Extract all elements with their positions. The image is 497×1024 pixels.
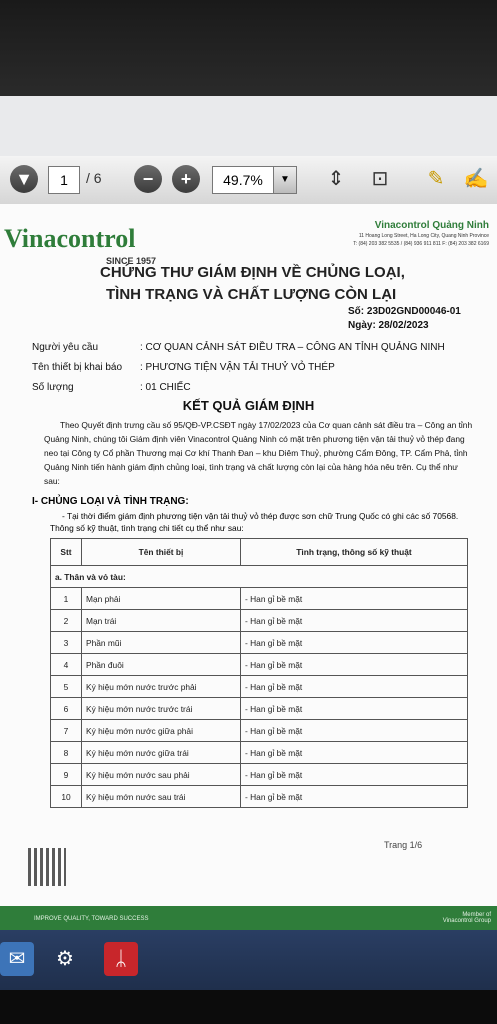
qr-code-icon (28, 848, 66, 886)
row-index: 9 (51, 764, 82, 786)
doc-date: Ngày: 28/02/2023 (348, 320, 429, 331)
document-page (0, 204, 497, 946)
table-row (51, 698, 468, 720)
row-item: Mạn phải (82, 588, 241, 610)
sign-icon[interactable]: ✍ (463, 168, 489, 190)
table-row (51, 632, 468, 654)
next-page-button[interactable]: ▼ (10, 165, 38, 193)
info-value: : 01 CHIẾC (140, 382, 191, 393)
row-status: - Han gỉ bề mặt (241, 720, 468, 742)
logo-since: SINCE 1957 (106, 256, 157, 266)
row-index: 8 (51, 742, 82, 764)
doc-title-line1: CHỨNG THƯ GIÁM ĐỊNH VỀ CHỦNG LOẠI, (100, 264, 405, 281)
info-label: Tên thiết bị khai báo (32, 362, 123, 373)
result-title: KẾT QUẢ GIÁM ĐỊNH (182, 398, 315, 413)
section1-text: - Tại thời điểm giám định phương tiện vận tải thuỷ vỏ thép được sơn chữ Trung Quốc có ghi các số 70568. Thông số kỹ thuật, tình trạng chi tiết cụ thể như sau: (50, 511, 459, 533)
table-row (51, 676, 468, 698)
row-index: 10 (51, 786, 82, 808)
zoom-dropdown-icon[interactable]: ▼ (273, 166, 297, 194)
row-index: 7 (51, 720, 82, 742)
row-item: Ký hiệu mớn nước trước trái (82, 698, 241, 720)
table-row (51, 588, 468, 610)
footer-slogan: IMPROVE QUALITY, TOWARD SUCCESS (34, 916, 149, 922)
page-total: / 6 (86, 170, 102, 186)
zoom-level-input[interactable]: 49.7% (212, 166, 274, 194)
row-status: - Han gỉ bề mặt (241, 588, 468, 610)
row-status: - Han gỉ bề mặt (241, 610, 468, 632)
settings-gear-icon[interactable]: ⚙ (56, 948, 74, 970)
table-header-row (51, 539, 468, 566)
table-row (51, 610, 468, 632)
row-status: - Han gỉ bề mặt (241, 632, 468, 654)
row-index: 5 (51, 676, 82, 698)
member-line1: Member of (462, 912, 491, 918)
taskbar (0, 930, 497, 990)
info-value: : CƠ QUAN CẢNH SÁT ĐIỀU TRA – CÔNG AN TỈNH QUẢNG NINH (140, 342, 445, 353)
info-row (32, 382, 191, 393)
footer-member (443, 912, 491, 924)
info-label: Số lượng (32, 382, 74, 393)
row-item: Ký hiệu mớn nước giữa phải (82, 720, 241, 742)
row-item: Ký hiệu mớn nước sau trái (82, 786, 241, 808)
vinacontrol-logo: Vinacontrol (4, 224, 136, 253)
intro-paragraph: Theo Quyết định trưng cầu số 95/QĐ-VP.CSĐT ngày 17/02/2023 của Cơ quan cảnh sát điều tra – Công an tỉnh Quảng Ninh, chúng tôi Giám định viên Vinacontrol Quảng Ninh có mặt trên phương tiện vận tải thuỷ vỏ thép đang neo tại Công ty Cổ phần Thương mại Cơ khí Thanh Đan – khu Diêm Thuỷ, phường Cẩm Đông, TP. Cẩm Phả, tỉnh Quảng Ninh tiến hành giám định chủng loại, tình trạng và chất lượng còn lại của hàng hóa nêu trên. Cụ thể như sau: (44, 420, 473, 486)
table-header: Stt (51, 539, 82, 566)
table-row (51, 654, 468, 676)
company-name: Vinacontrol Quảng Ninh (374, 220, 489, 231)
zoom-out-button[interactable]: − (134, 165, 162, 193)
pdf-reader-icon[interactable]: ᛦ (104, 942, 138, 976)
row-index: 4 (51, 654, 82, 676)
zoom-in-button[interactable]: + (172, 165, 200, 193)
table-group-label: a. Thân và vỏ tàu: (51, 566, 468, 588)
table-row (51, 720, 468, 742)
screen (0, 96, 497, 946)
row-status: - Han gỉ bề mặt (241, 742, 468, 764)
row-status: - Han gỉ bề mặt (241, 676, 468, 698)
company-address: 11 Hoang Long Street, Ha Long City, Quang Ninh Province (358, 233, 489, 239)
info-row (32, 362, 335, 373)
info-label: Người yêu cầu (32, 342, 99, 353)
doc-number: Số: 23D02GND00046-01 (348, 306, 461, 317)
table-group-row (51, 566, 468, 588)
fit-width-icon[interactable]: ⊡ (371, 168, 389, 190)
pdf-toolbar (0, 156, 497, 205)
row-item: Ký hiệu mớn nước sau phải (82, 764, 241, 786)
mail-icon[interactable]: ✉ (0, 942, 34, 976)
row-status: - Han gỉ bề mặt (241, 698, 468, 720)
info-row (32, 342, 445, 353)
row-item: Phần đuôi (82, 654, 241, 676)
table-header: Tên thiết bị (82, 539, 241, 566)
row-index: 1 (51, 588, 82, 610)
table-row (51, 764, 468, 786)
row-index: 2 (51, 610, 82, 632)
row-index: 3 (51, 632, 82, 654)
monitor-bottom-bezel (0, 990, 497, 1024)
page-label: Trang 1/6 (384, 840, 423, 850)
row-status: - Han gỉ bề mặt (241, 654, 468, 676)
row-item: Ký hiệu mớn nước trước phải (82, 676, 241, 698)
row-status: - Han gỉ bề mặt (241, 786, 468, 808)
comment-icon[interactable]: ✎ (427, 168, 445, 190)
fit-page-icon[interactable]: ⇕ (327, 168, 345, 190)
row-item: Phần mũi (82, 632, 241, 654)
row-status: - Han gỉ bề mặt (241, 764, 468, 786)
company-header (353, 220, 489, 247)
row-item: Mạn trái (82, 610, 241, 632)
row-index: 6 (51, 698, 82, 720)
inspection-table (50, 538, 468, 808)
page-number-input[interactable]: 1 (48, 166, 80, 194)
row-item: Ký hiệu mớn nước giữa trái (82, 742, 241, 764)
doc-title-line2: TÌNH TRẠNG VÀ CHẤT LƯỢNG CÒN LẠI (106, 286, 397, 303)
company-tel: T: (84) 203 382 5535 / (84) 936 911 811 F: (84) 203 382 6169 (353, 241, 489, 247)
info-value: : PHƯƠNG TIỆN VẬN TẢI THUỶ VỎ THÉP (140, 362, 335, 373)
member-line2: Vinacontrol Group (442, 918, 491, 924)
section1-title: I- CHỦNG LOẠI VÀ TÌNH TRẠNG: (32, 496, 189, 507)
monitor-bezel (0, 0, 497, 100)
table-row (51, 786, 468, 808)
table-header: Tình trạng, thông số kỹ thuật (241, 539, 468, 566)
table-row (51, 742, 468, 764)
